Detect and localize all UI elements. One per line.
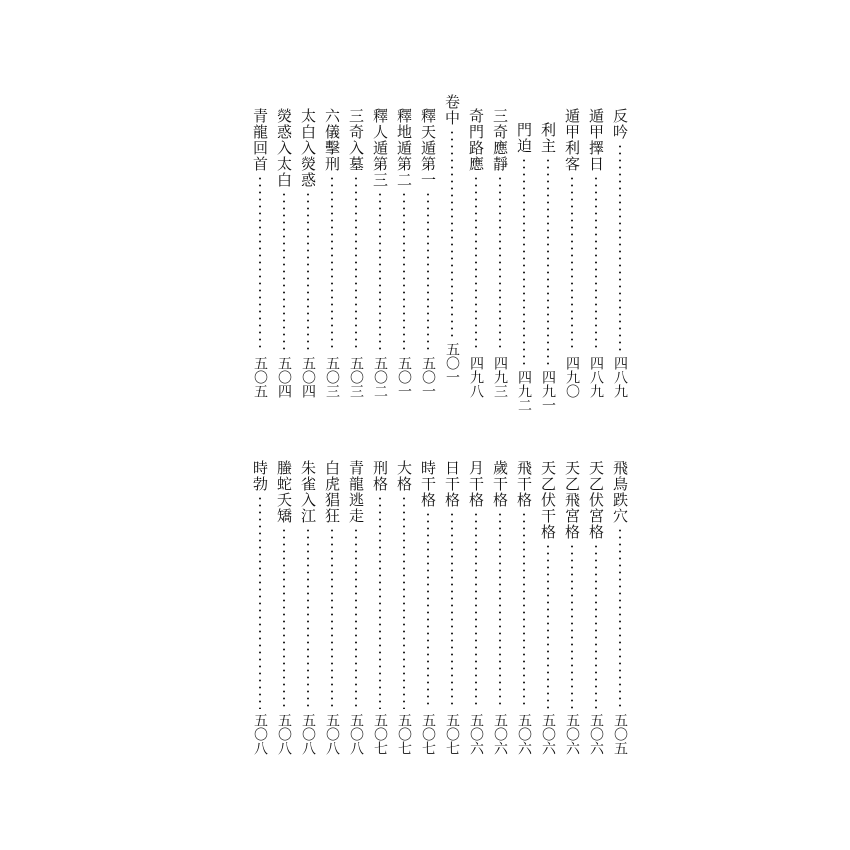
dot-leader [307, 191, 309, 352]
toc-entry [490, 460, 510, 755]
toc-entry [514, 108, 534, 412]
toc-entry [394, 108, 414, 398]
toc-entry [322, 460, 342, 755]
toc-entry-title: 三奇應靜 [491, 108, 509, 172]
toc-entry-title: 月干格 [467, 460, 485, 508]
toc-entry [442, 94, 462, 384]
dot-leader [451, 129, 453, 338]
dot-leader [475, 511, 477, 709]
dot-leader [499, 175, 501, 352]
toc-entry [370, 108, 390, 398]
toc-entry-title: 大格 [395, 460, 413, 492]
toc-entry [562, 108, 582, 398]
toc-entry-title: 螣蛇夭矯 [275, 460, 293, 524]
toc-entry [490, 108, 510, 398]
dot-leader [331, 527, 333, 709]
toc-entry [274, 460, 294, 755]
dot-leader [283, 527, 285, 709]
toc-entry-title: 釋人遁第三 [371, 108, 389, 188]
toc-entry [370, 460, 390, 755]
dot-leader [499, 511, 501, 709]
toc-entry-title: 朱雀入江 [299, 460, 317, 524]
toc-entry-title: 飛鳥跌穴 [611, 460, 629, 524]
toc-entry-title: 卷中 [443, 94, 461, 126]
toc-entry-title: 青龍回首 [251, 108, 269, 172]
toc-entry-page-number: 五〇六 [588, 713, 604, 755]
toc-entry-page-number: 五〇三 [348, 356, 364, 398]
toc-entry-title: 飛干格 [515, 460, 533, 508]
toc-entry-title: 天乙伏宮格 [587, 460, 605, 540]
dot-leader [571, 543, 573, 709]
dot-leader [259, 175, 261, 352]
toc-entry-page-number: 五〇六 [564, 713, 580, 755]
toc-entry [274, 108, 294, 398]
toc-entry [418, 460, 438, 755]
dot-leader [403, 495, 405, 709]
dot-leader [259, 495, 261, 709]
dot-leader [331, 175, 333, 352]
toc-entry-page-number: 五〇六 [540, 713, 556, 755]
toc-entry-title: 門迫 [515, 122, 533, 154]
toc-entry-page-number: 四八九 [588, 356, 604, 398]
toc-entry [250, 108, 270, 398]
dot-leader [523, 511, 525, 709]
toc-entry-page-number: 五〇五 [612, 713, 628, 755]
toc-entry [586, 460, 606, 755]
toc-entry-title: 六儀擊刑 [323, 108, 341, 172]
toc-entry [250, 460, 270, 755]
toc-entry-page-number: 五〇一 [396, 356, 412, 398]
dot-leader [355, 527, 357, 709]
dot-leader [619, 527, 621, 709]
toc-entry-page-number: 五〇八 [252, 713, 268, 755]
toc-entry-title: 天乙伏干格 [539, 460, 557, 540]
toc-entry [346, 460, 366, 755]
toc-entry [394, 460, 414, 755]
dot-leader [619, 143, 621, 352]
toc-entry-title: 奇門路應 [467, 108, 485, 172]
toc-entry-title: 時勃 [251, 460, 269, 492]
toc-entry-title: 遁甲擇日 [587, 108, 605, 172]
toc-entry [538, 460, 558, 755]
toc-entry-page-number: 四八九 [612, 356, 628, 398]
toc-entry-title: 三奇入墓 [347, 108, 365, 172]
dot-leader [595, 175, 597, 352]
toc-entry [298, 108, 318, 398]
dot-leader [571, 175, 573, 352]
dot-leader [451, 511, 453, 709]
toc-entry-page-number: 五〇六 [468, 713, 484, 755]
toc-block-bottom [250, 460, 630, 755]
toc-entry-page-number: 五〇八 [276, 713, 292, 755]
dot-leader [595, 543, 597, 709]
toc-entry [466, 460, 486, 755]
toc-entry-page-number: 四九二 [516, 370, 532, 412]
toc-entry [514, 460, 534, 755]
toc-entry-page-number: 五〇八 [324, 713, 340, 755]
toc-entry-page-number: 五〇六 [492, 713, 508, 755]
toc-entry-title: 天乙飛宮格 [563, 460, 581, 540]
toc-entry-title: 青龍逃走 [347, 460, 365, 524]
toc-entry-page-number: 五〇七 [372, 713, 388, 755]
toc-entry-title: 太白入熒惑 [299, 108, 317, 188]
toc-entry-title: 歲干格 [491, 460, 509, 508]
toc-entry-page-number: 五〇七 [444, 713, 460, 755]
dot-leader [379, 191, 381, 352]
toc-entry-page-number: 五〇一 [420, 356, 436, 398]
toc-entry-title: 日干格 [443, 460, 461, 508]
toc-entry-page-number: 四九〇 [564, 356, 580, 398]
toc-entry [466, 108, 486, 398]
toc-entry-page-number: 五〇七 [420, 713, 436, 755]
toc-entry-title: 反吟 [611, 108, 629, 140]
toc-entry [418, 108, 438, 398]
toc-entry-page-number: 五〇四 [300, 356, 316, 398]
dot-leader [427, 191, 429, 352]
dot-leader [547, 543, 549, 709]
toc-entry-title: 利主 [539, 122, 557, 154]
toc-entry-page-number: 五〇八 [300, 713, 316, 755]
toc-entry-title: 釋天遁第一 [419, 108, 437, 188]
dot-leader [523, 157, 525, 366]
dot-leader [475, 175, 477, 352]
toc-entry [322, 108, 342, 398]
toc-entry-page-number: 四九一 [540, 370, 556, 412]
toc-entry [610, 460, 630, 755]
toc-entry-page-number: 五〇一 [444, 342, 460, 384]
dot-leader [403, 191, 405, 352]
dot-leader [379, 495, 381, 709]
toc-entry-page-number: 四九八 [468, 356, 484, 398]
dot-leader [307, 527, 309, 709]
toc-block-top [250, 94, 630, 412]
toc-entry [610, 108, 630, 398]
toc-entry-page-number: 五〇六 [516, 713, 532, 755]
toc-entry-page-number: 五〇七 [396, 713, 412, 755]
dot-leader [427, 511, 429, 709]
toc-entry-title: 釋地遁第二 [395, 108, 413, 188]
toc-entry-page-number: 五〇二 [372, 356, 388, 398]
dot-leader [547, 157, 549, 366]
toc-entry-title: 時干格 [419, 460, 437, 508]
toc-entry-title: 刑格 [371, 460, 389, 492]
toc-entry [298, 460, 318, 755]
toc-entry-title: 遁甲利客 [563, 108, 581, 172]
dot-leader [283, 191, 285, 352]
toc-entry [346, 108, 366, 398]
dot-leader [355, 175, 357, 352]
toc-entry-title: 白虎猖狂 [323, 460, 341, 524]
toc-entry [538, 108, 558, 412]
toc-entry-title: 熒惑入太白 [275, 108, 293, 188]
toc-entry-page-number: 五〇四 [276, 356, 292, 398]
toc-entry [586, 108, 606, 398]
toc-entry-page-number: 五〇三 [324, 356, 340, 398]
toc-entry-page-number: 四九三 [492, 356, 508, 398]
toc-entry-page-number: 五〇五 [252, 356, 268, 398]
toc-entry [562, 460, 582, 755]
toc-entry [442, 460, 462, 755]
toc-entry-page-number: 五〇八 [348, 713, 364, 755]
